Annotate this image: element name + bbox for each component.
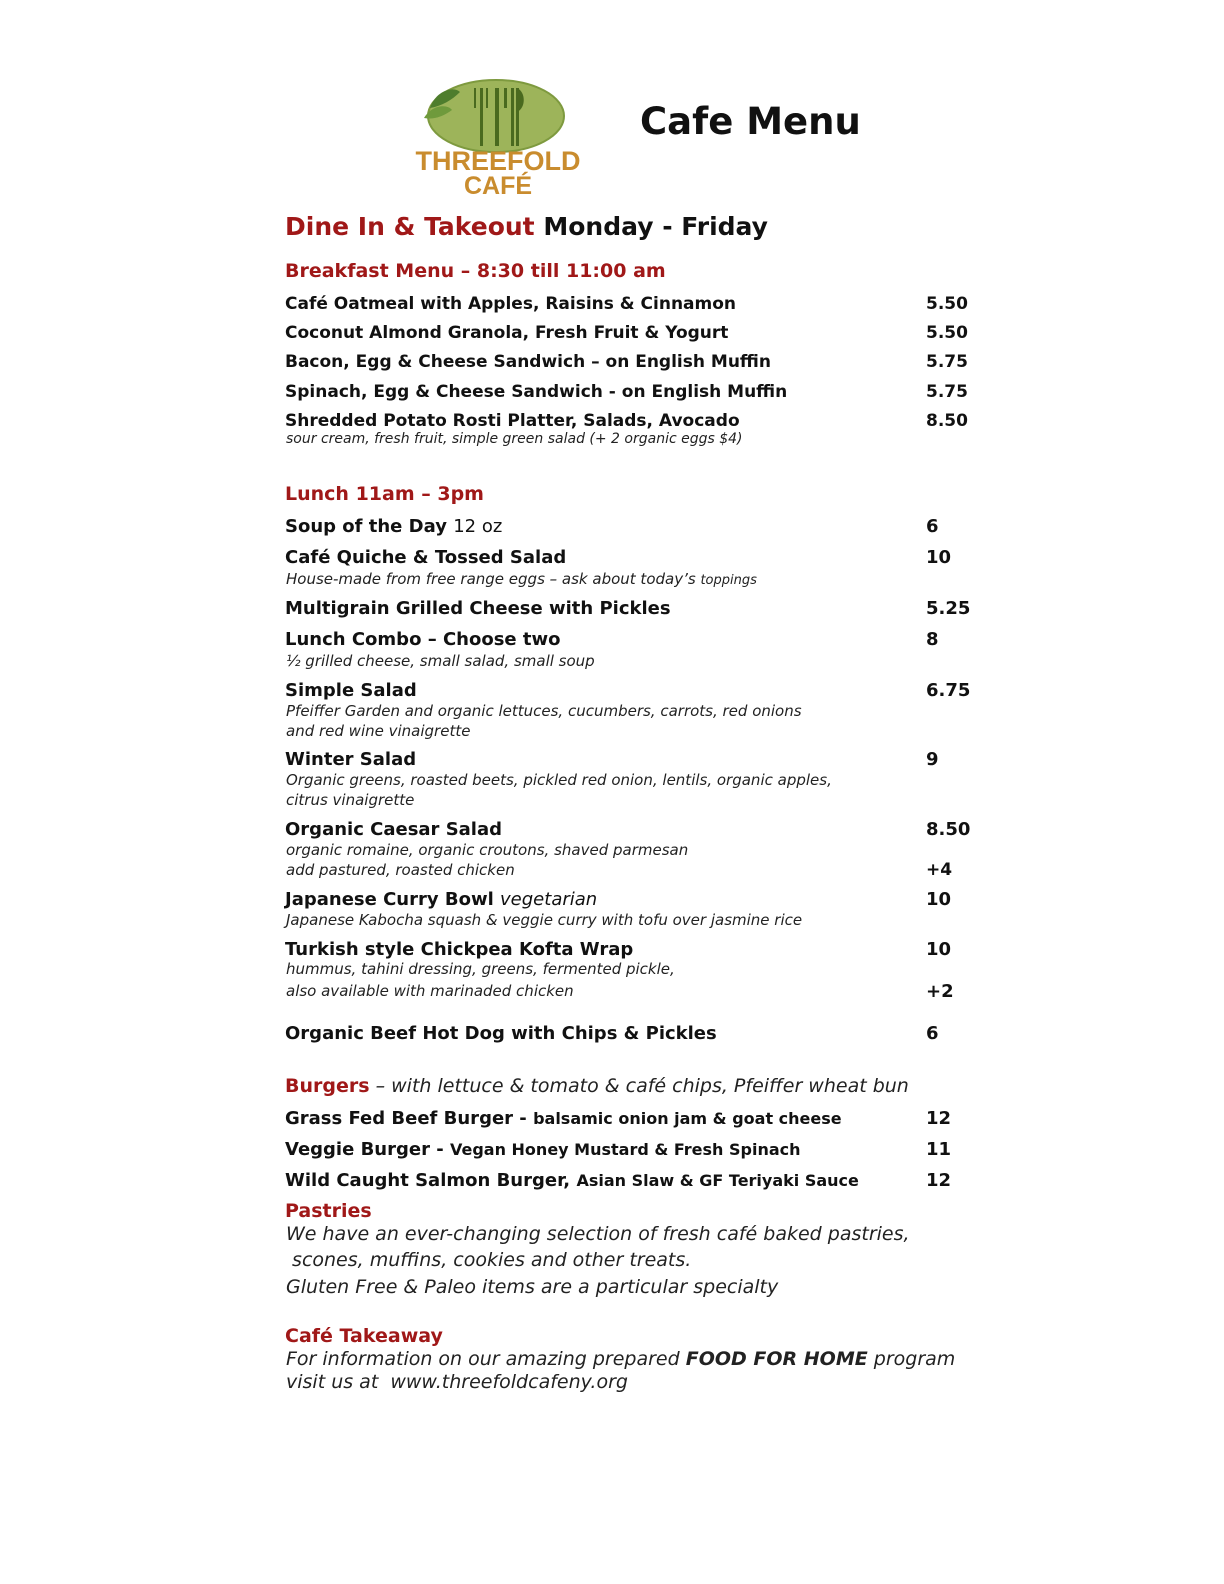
service-heading <box>285 212 768 241</box>
takeaway-website: visit us at www.threefoldcafeny.org <box>286 1371 628 1393</box>
menu-item-price: 6 <box>926 1023 939 1044</box>
menu-item-description: add pastured, roasted chicken <box>286 861 515 879</box>
menu-item-price: 10 <box>926 939 952 960</box>
menu-item-name: Simple Salad <box>285 680 417 701</box>
menu-item-name: Soup of the Day 12 oz <box>285 516 503 537</box>
menu-item-description: hummus, tahini dressing, greens, fermented pickle, <box>286 960 675 978</box>
menu-item-detail: balsamic onion jam & goat cheese <box>533 1109 842 1128</box>
menu-item-name: Organic Caesar Salad <box>285 819 503 840</box>
menu-item-description: Organic greens, roasted beets, pickled red onion, lentils, organic apples, <box>286 771 832 789</box>
takeaway-text-line: For information on our amazing prepared FOOD FOR HOME program <box>286 1348 956 1370</box>
svg-text:CAFÉ: CAFÉ <box>463 172 533 198</box>
menu-item-price: 11 <box>926 1139 952 1160</box>
menu-item-description: sour cream, fresh fruit, simple green salad (+ 2 organic eggs $4) <box>286 431 743 447</box>
menu-item-price: 5.50 <box>926 294 968 314</box>
menu-item-description: Japanese Kabocha squash & veggie curry with tofu over jasmine rice <box>286 911 803 929</box>
menu-item-price: 6.75 <box>926 680 971 701</box>
menu-item-name: Multigrain Grilled Cheese with Pickles <box>285 598 671 619</box>
burgers-subtitle: – with lettuce & tomato & café chips, Pfeiffer wheat bun <box>375 1075 909 1097</box>
menu-item-description: citrus vinaigrette <box>286 791 415 809</box>
service-heading-days: Monday - Friday <box>543 212 768 241</box>
menu-item-price: 12 <box>926 1170 952 1191</box>
menu-item-price: 12 <box>926 1108 952 1129</box>
pastries-text-line: Gluten Free & Paleo items are a particular specialty <box>286 1276 779 1298</box>
menu-item-size: 12 oz <box>453 516 503 537</box>
menu-item-description: ½ grilled cheese, small salad, small soup <box>286 652 595 670</box>
menu-item-price: 8.50 <box>926 819 971 840</box>
menu-item-detail: Vegan Honey Mustard & Fresh Spinach <box>449 1140 801 1159</box>
menu-item-price: 8 <box>926 629 939 650</box>
burgers-label: Burgers <box>285 1075 370 1097</box>
menu-item-description: House-made from free range eggs – ask about today’s toppings <box>286 570 757 588</box>
menu-item-price: 5.75 <box>926 382 968 402</box>
menu-item-tag: vegetarian <box>500 889 598 910</box>
menu-item-name: Veggie Burger - Vegan Honey Mustard & Fresh Spinach <box>285 1139 801 1160</box>
menu-item-description: Pfeiffer Garden and organic lettuces, cucumbers, carrots, red onions <box>286 702 802 720</box>
utensils-icon <box>474 88 524 146</box>
menu-item-description: and red wine vinaigrette <box>286 722 471 740</box>
menu-item-name: Wild Caught Salmon Burger, Asian Slaw & GF Teriyaki Sauce <box>285 1170 859 1191</box>
menu-item-name: Lunch Combo – Choose two <box>285 629 561 650</box>
takeaway-program-name: FOOD FOR HOME <box>685 1348 868 1370</box>
menu-item-name: Japanese Curry Bowl vegetarian <box>285 889 598 910</box>
menu-item-price: 9 <box>926 749 939 770</box>
pastries-text-line: scones, muffins, cookies and other treats. <box>286 1249 692 1271</box>
menu-item-name: Turkish style Chickpea Kofta Wrap <box>285 939 634 960</box>
menu-item-name: Coconut Almond Granola, Fresh Fruit & Yogurt <box>285 323 729 343</box>
takeaway-header: Café Takeaway <box>285 1325 443 1347</box>
menu-item-extra-price: +2 <box>926 981 954 1002</box>
menu-item-price: 5.25 <box>926 598 971 619</box>
menu-item-price: 8.50 <box>926 411 968 431</box>
cafe-logo <box>394 78 606 198</box>
menu-item-price: 10 <box>926 889 952 910</box>
menu-item-description: also available with marinaded chicken <box>286 982 574 1000</box>
menu-item-description: organic romaine, organic croutons, shaved parmesan <box>286 841 689 859</box>
burgers-header <box>285 1075 909 1097</box>
menu-item-name: Café Oatmeal with Apples, Raisins & Cinnamon <box>285 294 737 314</box>
menu-item-price: 5.50 <box>926 323 968 343</box>
menu-item-name: Café Quiche & Tossed Salad <box>285 547 567 568</box>
menu-item-name: Organic Beef Hot Dog with Chips & Pickles <box>285 1023 717 1044</box>
menu-item-extra-price: +4 <box>926 860 953 880</box>
lunch-header: Lunch 11am – 3pm <box>285 483 484 505</box>
menu-item-name: Spinach, Egg & Cheese Sandwich - on English Muffin <box>285 382 788 402</box>
menu-item-name: Grass Fed Beef Burger - balsamic onion jam & goat cheese <box>285 1108 842 1129</box>
svg-text:THREEFOLD: THREEFOLD <box>415 146 581 176</box>
menu-item-name: Shredded Potato Rosti Platter, Salads, Avocado <box>285 411 740 431</box>
logo-graphic <box>394 78 606 198</box>
menu-item-detail: Asian Slaw & GF Teriyaki Sauce <box>576 1171 859 1190</box>
menu-item-name: Bacon, Egg & Cheese Sandwich – on English Muffin <box>285 352 771 372</box>
pastries-text-line: We have an ever-changing selection of fresh café baked pastries, <box>286 1223 910 1245</box>
menu-item-price: 5.75 <box>926 352 968 372</box>
pastries-header: Pastries <box>285 1200 372 1222</box>
menu-item-price: 6 <box>926 516 939 537</box>
page-title: Cafe Menu <box>640 100 861 143</box>
menu-item-price: 10 <box>926 547 952 568</box>
service-heading-highlight: Dine In & Takeout <box>285 212 535 241</box>
breakfast-header: Breakfast Menu – 8:30 till 11:00 am <box>285 260 666 282</box>
menu-item-name: Winter Salad <box>285 749 417 770</box>
